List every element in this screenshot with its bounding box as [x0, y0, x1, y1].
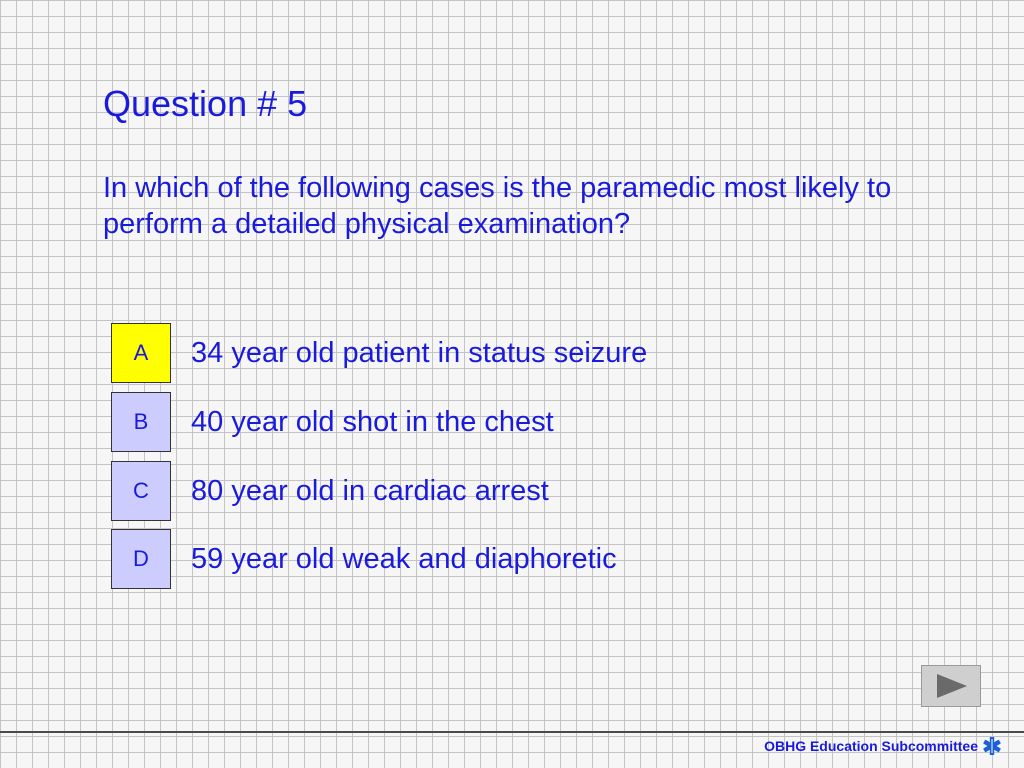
- option-a-text[interactable]: 34 year old patient in status seizure: [191, 336, 648, 369]
- option-d[interactable]: [111, 529, 617, 589]
- star-of-life-icon: [982, 736, 1002, 756]
- option-a-letter: A: [133, 340, 149, 365]
- option-a[interactable]: [111, 323, 648, 383]
- option-c-letter: C: [133, 478, 149, 503]
- footer-text: OBHG Education Subcommittee: [764, 738, 978, 754]
- option-a-box[interactable]: [111, 323, 171, 383]
- footer: [764, 736, 1002, 756]
- option-d-box[interactable]: [111, 529, 171, 589]
- option-c[interactable]: [111, 461, 549, 521]
- play-arrow-icon: [922, 666, 980, 706]
- option-c-box[interactable]: [111, 461, 171, 521]
- option-b-box[interactable]: [111, 392, 171, 452]
- option-d-text[interactable]: 59 year old weak and diaphoretic: [191, 542, 617, 575]
- slide-title: Question # 5: [103, 83, 308, 124]
- option-d-letter: D: [133, 546, 149, 571]
- option-b-text[interactable]: 40 year old shot in the chest: [191, 405, 554, 438]
- option-b[interactable]: [111, 392, 554, 452]
- option-c-text[interactable]: 80 year old in cardiac arrest: [191, 474, 549, 507]
- footer-divider: [0, 731, 1024, 733]
- next-slide-button[interactable]: [921, 665, 981, 707]
- question-text: In which of the following cases is the paramedic most likely to perform a detailed physical examination?: [103, 172, 892, 240]
- option-b-letter: B: [133, 409, 149, 434]
